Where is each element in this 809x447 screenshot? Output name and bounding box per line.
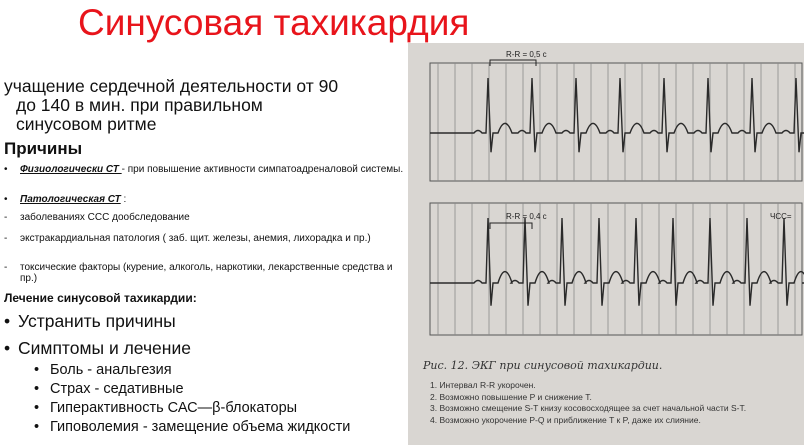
treatment-item	[4, 338, 191, 359]
symptom-text: Гиповолемия - замещение объема жидкости	[50, 419, 351, 435]
definition-line-3: синусовом ритме	[16, 114, 157, 134]
symptom-text: Страх - седативные	[50, 381, 184, 397]
treatment-text: Симптомы и лечение	[18, 338, 191, 358]
treatment-item	[4, 311, 176, 332]
symptom-item	[34, 362, 172, 378]
symptom-item	[34, 400, 297, 416]
cause-item	[4, 262, 404, 284]
cause-title: Физиологически СТ	[20, 164, 122, 175]
treatment-text: Устранить причины	[18, 311, 176, 331]
ecg-strip-2	[430, 203, 804, 335]
bullet-marker: •	[34, 419, 40, 435]
rr-label-2: R-R = 0,4 с	[506, 212, 547, 221]
bullet-marker: •	[4, 338, 11, 358]
dash-marker: -	[4, 262, 8, 273]
bullet-marker: •	[34, 362, 40, 378]
definition-line-1: учащение сердечной деятельности от 90	[4, 76, 339, 96]
rr-label-1: R-R = 0,5 с	[506, 50, 547, 59]
figure-notes	[430, 380, 746, 426]
hr-label: ЧСС=	[770, 212, 792, 221]
symptom-item	[34, 419, 350, 435]
figure-note: 4. Возможно укорочение P-Q и приближение T к P, даже их слияние.	[430, 414, 701, 425]
symptom-text: Боль - анальгезия	[50, 362, 172, 378]
figure-note: 2. Возможно повышение P и снижение T.	[430, 391, 592, 402]
cause-text: :	[120, 194, 127, 205]
slide-title: Синусовая тахикардия	[78, 2, 470, 43]
cause-text: токсические факторы (курение, алкоголь, наркотики, лекарственные средства и пр.)	[20, 262, 393, 284]
treatment-heading: Лечение синусовой тахикардии:	[4, 291, 197, 305]
figure-note: 1. Интервал R-R укорочен.	[430, 380, 536, 390]
symptom-item	[34, 381, 184, 397]
ecg-figure	[408, 43, 804, 445]
cause-item	[4, 212, 404, 223]
cause-text: экстракардиальная патология ( заб. щит. железы, анемия, лихорадка и пр.)	[20, 233, 371, 244]
causes-heading: Причины	[4, 139, 83, 158]
cause-item	[4, 194, 404, 205]
dash-marker: -	[4, 233, 8, 244]
bullet-marker: •	[34, 381, 40, 397]
definition-line-2: до 140 в мин. при правильном	[16, 95, 263, 115]
bullet-marker: •	[4, 194, 8, 205]
cause-title: Патологическая СТ	[20, 194, 121, 205]
cause-item	[4, 233, 404, 244]
definition-text	[4, 77, 404, 134]
bullet-marker: •	[34, 400, 40, 416]
dash-marker: -	[4, 212, 8, 223]
cause-item	[4, 164, 404, 175]
bullet-marker: •	[4, 311, 11, 331]
bullet-marker: •	[4, 164, 8, 175]
figure-note: 3. Возможно смещение S-T книзу косовосходящее за счет начальной части S-T.	[430, 403, 747, 413]
ecg-strip-1	[430, 60, 804, 181]
cause-text: заболеваниях ССС дообследование	[20, 212, 190, 223]
cause-text: - при повышение активности симпатоадреналовой системы.	[121, 164, 404, 175]
figure-caption: Рис. 12. ЭКГ при синусовой тахикардии.	[423, 359, 663, 372]
symptom-text: Гиперактивность САС—β-блокаторы	[50, 400, 298, 416]
